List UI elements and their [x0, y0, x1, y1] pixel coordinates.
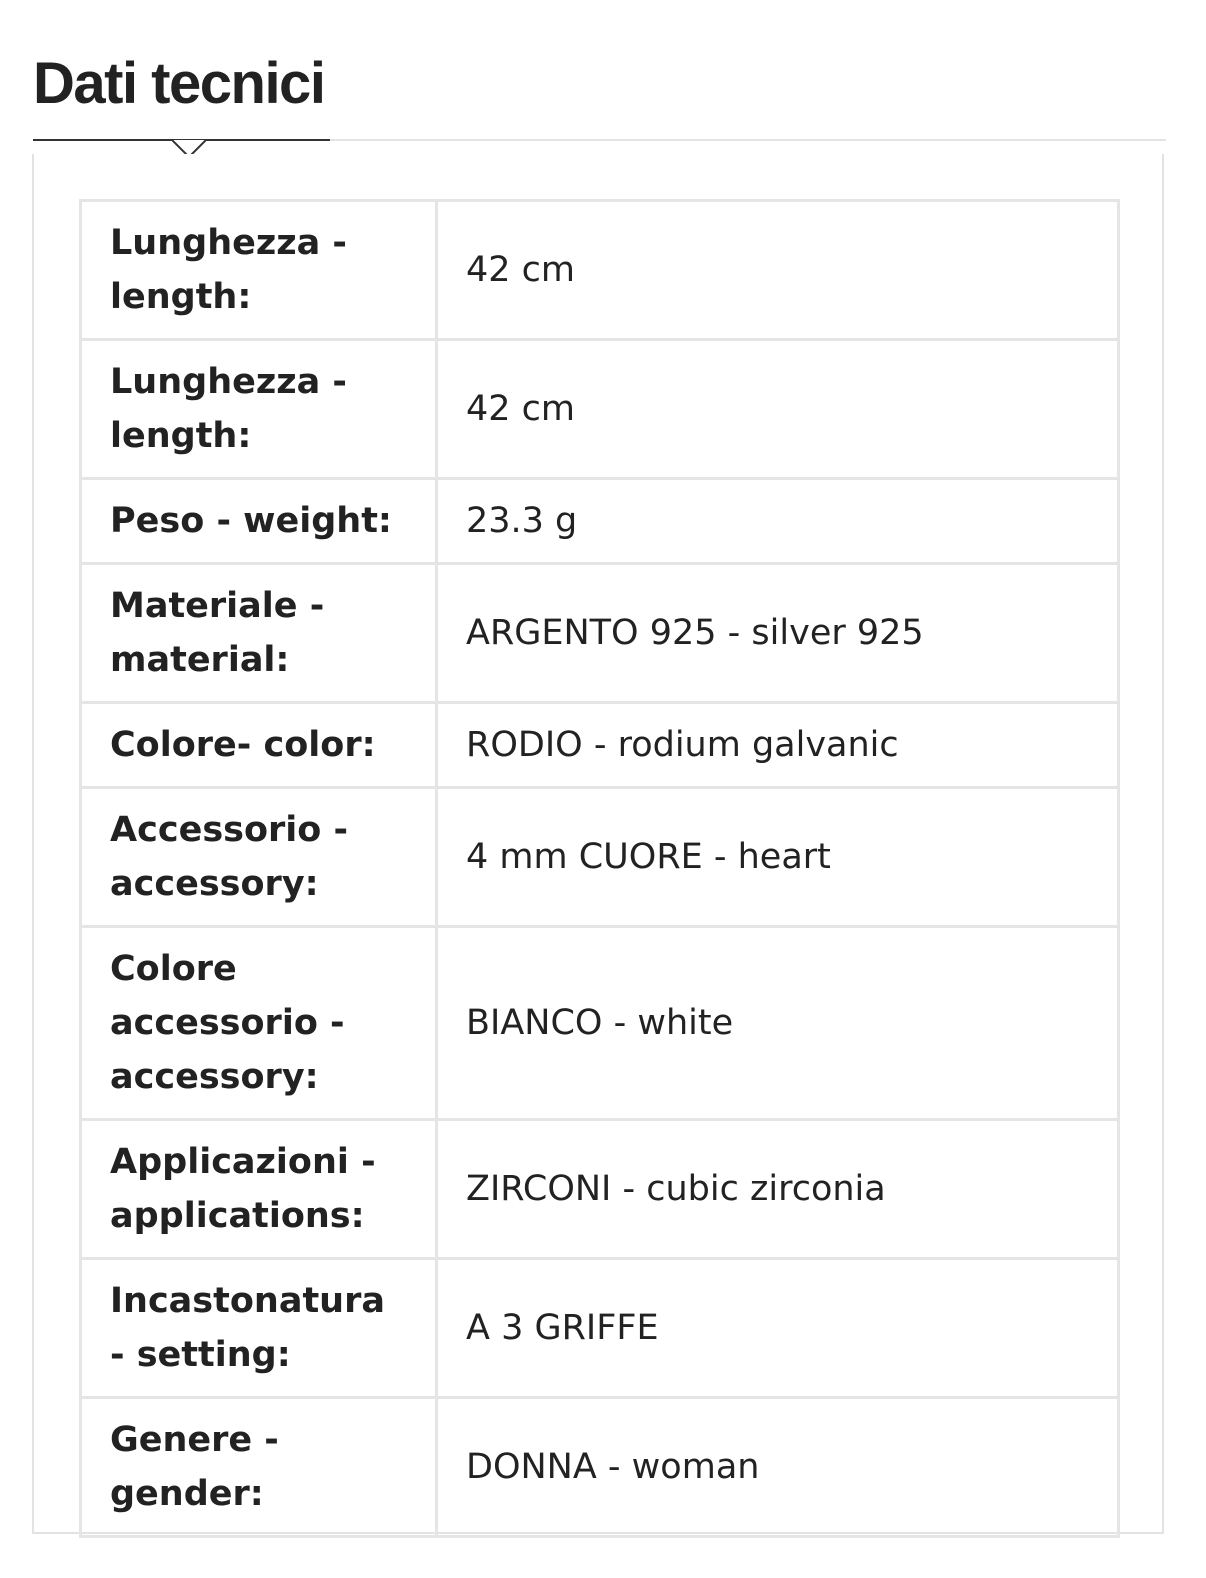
spec-value: DONNA - woman [437, 1398, 1119, 1537]
table-row [81, 340, 1119, 479]
table-row [81, 1398, 1119, 1537]
spec-label: Materiale - material: [81, 564, 437, 703]
spec-label: Accessorio - accessory: [81, 788, 437, 927]
table-row [81, 703, 1119, 788]
table-row [81, 1259, 1119, 1398]
spec-label: Lunghezza - length: [81, 201, 437, 340]
table-row [81, 1120, 1119, 1259]
spec-value: RODIO - rodium galvanic [437, 703, 1119, 788]
spec-label: Colore- color: [81, 703, 437, 788]
spec-label: Incastonatura - setting: [81, 1259, 437, 1398]
spec-value: 23.3 g [437, 479, 1119, 564]
spec-value: ZIRCONI - cubic zirconia [437, 1120, 1119, 1259]
spec-value: 42 cm [437, 201, 1119, 340]
spec-value: BIANCO - white [437, 927, 1119, 1120]
spec-label: Applicazioni - applications: [81, 1120, 437, 1259]
tab-dati-tecnici[interactable]: Dati tecnici [33, 51, 325, 116]
spec-value: 42 cm [437, 340, 1119, 479]
spec-label: Colore accessorio - accessory: [81, 927, 437, 1120]
table-row [81, 927, 1119, 1120]
table-row [81, 564, 1119, 703]
spec-value: ARGENTO 925 - silver 925 [437, 564, 1119, 703]
table-row [81, 788, 1119, 927]
spec-value: 4 mm CUORE - heart [437, 788, 1119, 927]
spec-label: Genere - gender: [81, 1398, 437, 1537]
spec-label: Peso - weight: [81, 479, 437, 564]
spec-label: Lunghezza - length: [81, 340, 437, 479]
table-row [81, 201, 1119, 340]
table-row [81, 479, 1119, 564]
specs-table [79, 199, 1120, 1538]
tab-bar [33, 0, 1166, 150]
spec-value: A 3 GRIFFE [437, 1259, 1119, 1398]
